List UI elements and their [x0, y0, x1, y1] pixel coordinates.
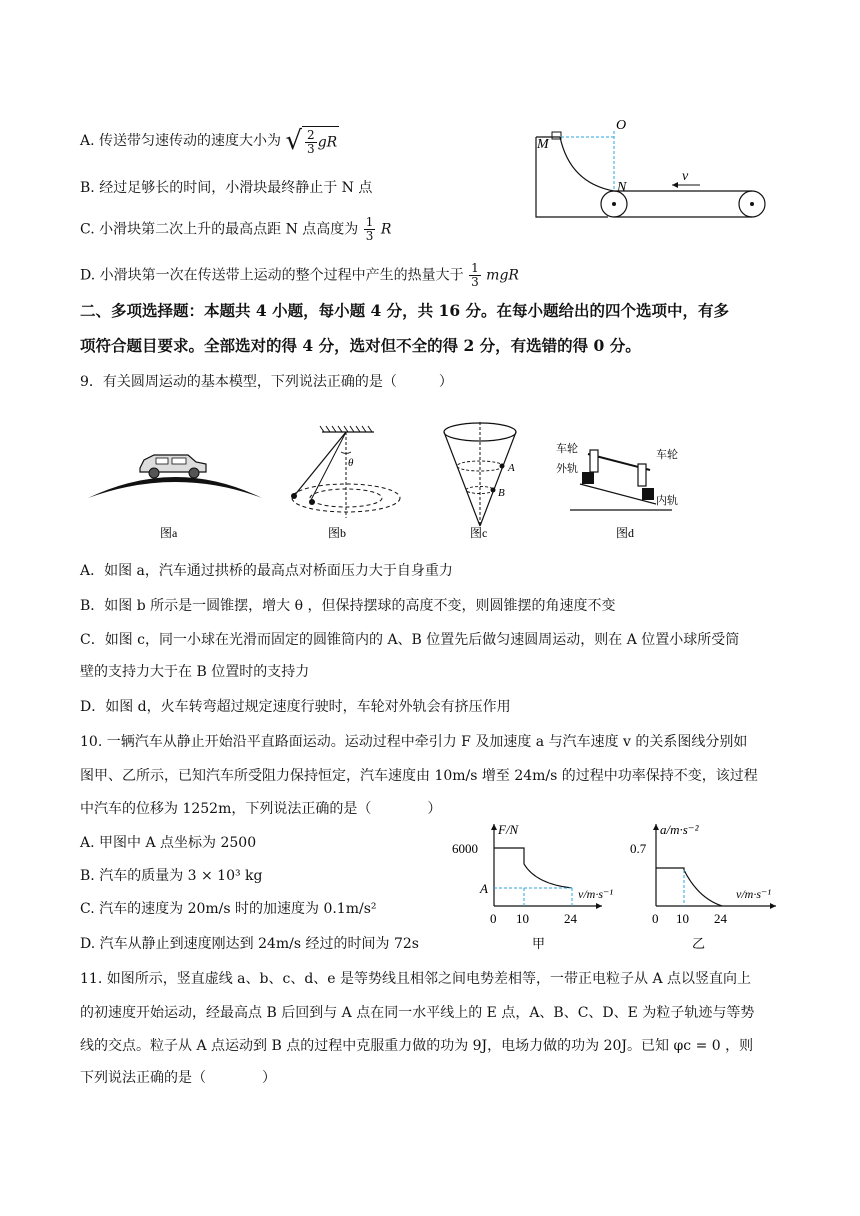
- fig-c-cone: [444, 422, 516, 540]
- graph-yi-xtick-0: 0: [652, 911, 659, 926]
- q10-stem-line1: 10. 一辆汽车从静止开始沿平直路面运动。运动过程中牵引力 F 及加速度 a 与汽车速度 v 的关系图线分别如: [80, 734, 748, 750]
- q8-option-a: [80, 126, 339, 156]
- graph-jia-ytick: 6000: [452, 841, 478, 856]
- fig-b-theta: θ: [348, 457, 354, 469]
- graph-jia-ymark: A: [480, 881, 488, 896]
- q8-option-d-text: D. 小滑块第一次在传送带上运动的整个过程中产生的热量大于: [80, 267, 464, 284]
- fig-a-caption: 图a: [160, 526, 178, 540]
- fig-d-railway: [556, 441, 678, 540]
- q9-figures: [84, 418, 689, 548]
- q8-option-a-tail: gR: [317, 134, 338, 151]
- graph-yi-curve: [656, 868, 722, 906]
- graph-yi-ylabel: a/m·s⁻²: [660, 822, 699, 837]
- fig-d-inner-rail: 内轨: [656, 495, 678, 507]
- graph-yi-xtick-2: 24: [714, 911, 727, 926]
- q8-option-d: [80, 262, 519, 289]
- q11-line3: 线的交点。粒子从 A 点运动到 B 点的过程中克服重力做的功为 9J，电场力做的功为 20J。已知 φc = 0 ，则: [80, 1038, 754, 1054]
- q8-option-d-tail: mgR: [486, 267, 519, 284]
- q11-line1: 11. 如图所示，竖直虚线 a、b、c、d、e 是等势线且相邻之间电势差相等，一带正电粒子从 A 点以竖直向上: [80, 971, 752, 987]
- fig-c-label-a: A: [508, 462, 515, 474]
- q8-option-c-text: C. 小滑块第二次上升的最高点距 N 点高度为: [80, 221, 359, 238]
- label-v: v: [682, 169, 689, 184]
- frac-numerator: 1: [471, 261, 479, 275]
- q10-stem-line2: 图甲、乙所示，已知汽车所受阻力保持恒定，汽车速度由 10m/s 增至 24m/s 的过程中功率保持不变，该过程: [80, 768, 758, 784]
- frac-denominator: 3: [471, 275, 479, 289]
- q8-option-a-text: A. 传送带匀速传动的速度大小为: [80, 133, 282, 149]
- q9-option-c-line2: 壁的支持力大于在 B 位置时的支持力: [80, 664, 310, 680]
- q9-option-d: D．如图 d，火车转弯超过规定速度行驶时，车轮对外轨会有挤压作用: [80, 699, 511, 715]
- fig-c-caption: 图c: [470, 526, 488, 540]
- label-n: N: [617, 180, 627, 195]
- q9-stem: 9．有关圆周运动的基本模型，下列说法正确的是（ ）: [80, 374, 453, 390]
- label-o: O: [616, 118, 627, 133]
- frac-numerator: 2: [307, 128, 315, 142]
- graph-jia-xtick-0: 0: [490, 911, 497, 926]
- section2-line2: 项符合题目要求。全部选对的得 4 分，选对但不全的得 2 分，有选错的得 0 分。: [80, 336, 641, 355]
- graph-jia-caption: 甲: [532, 936, 546, 951]
- q10-stem-line3: 中汽车的位移为 1252m，下列说法正确的是（ ）: [80, 801, 442, 817]
- q9-option-a: A．如图 a，汽车通过拱桥的最高点对桥面压力大于自身重力: [80, 563, 453, 579]
- graph-yi: [626, 818, 822, 954]
- graph-jia-curve: [494, 848, 572, 888]
- frac-denominator: 3: [365, 229, 374, 243]
- frac-denominator: 3: [307, 142, 315, 156]
- q10-option-c: C. 汽车的速度为 20m/s 时的加速度为 0.1m/s²: [80, 901, 377, 917]
- q8-option-b: B. 经过足够长的时间，小滑块最终静止于 N 点: [80, 180, 373, 196]
- graph-yi-xlabel: v/m·s⁻¹: [736, 887, 771, 901]
- graph-yi-xtick-1: 10: [676, 911, 689, 926]
- q10-option-a: A. 甲图中 A 点坐标为 2500: [80, 835, 257, 851]
- q9-option-b: B．如图 b 所示是一圆锥摆，增大 θ ，但保持摆球的高度不变，则圆锥摆的角速度不变: [80, 598, 616, 614]
- fig-d-caption: 图d: [616, 526, 635, 540]
- q11-line4: 下列说法正确的是（ ）: [80, 1070, 276, 1086]
- sqrt-expression: √ $\frac{2}{3}$ gR: [285, 126, 338, 156]
- q8-option-c-tail: R: [380, 221, 392, 238]
- fig-c-label-b: B: [498, 487, 505, 499]
- fig-a-arch-bridge: [88, 455, 262, 540]
- section2-line1: 二、多项选择题：本题共 4 小题，每小题 4 分，共 16 分。在每小题给出的四个选项中，有多: [80, 301, 730, 320]
- graph-jia-xtick-1: 10: [516, 911, 529, 926]
- fig-d-wheel-left: 车轮: [556, 443, 578, 455]
- fig-d-wheel-right: 车轮: [656, 449, 678, 461]
- frac-numerator: 1: [365, 215, 374, 229]
- q9-option-c-line1: C．如图 c，同一小球在光滑而固定的圆锥筒内的 A、B 位置先后做匀速圆周运动，则在 A 位置小球所受筒: [80, 632, 740, 648]
- graph-jia: [452, 818, 632, 954]
- graph-yi-caption: 乙: [692, 936, 706, 951]
- q8-conveyor-figure: [530, 115, 775, 230]
- label-m: M: [537, 137, 549, 152]
- graph-jia-ylabel: F/N: [498, 822, 519, 837]
- graph-yi-ytick: 0.7: [630, 841, 647, 856]
- graph-jia-xtick-2: 24: [564, 911, 577, 926]
- graph-jia-xlabel: v/m·s⁻¹: [578, 887, 613, 901]
- fig-d-outer-rail: 外轨: [556, 463, 578, 475]
- fig-b-caption: 图b: [328, 526, 347, 540]
- fig-b-conical-pendulum: [291, 426, 400, 540]
- q10-option-b: B. 汽车的质量为 3 × 10³ kg: [80, 868, 263, 884]
- q10-option-d: D. 汽车从静止到速度刚达到 24m/s 经过的时间为 72s: [80, 936, 419, 952]
- q8-option-c: [80, 216, 391, 243]
- q11-line2: 的初速度开始运动，经最高点 B 后回到与 A 点在同一水平线上的 E 点，A、B、C、D、E 为粒子轨迹与等势: [80, 1005, 755, 1021]
